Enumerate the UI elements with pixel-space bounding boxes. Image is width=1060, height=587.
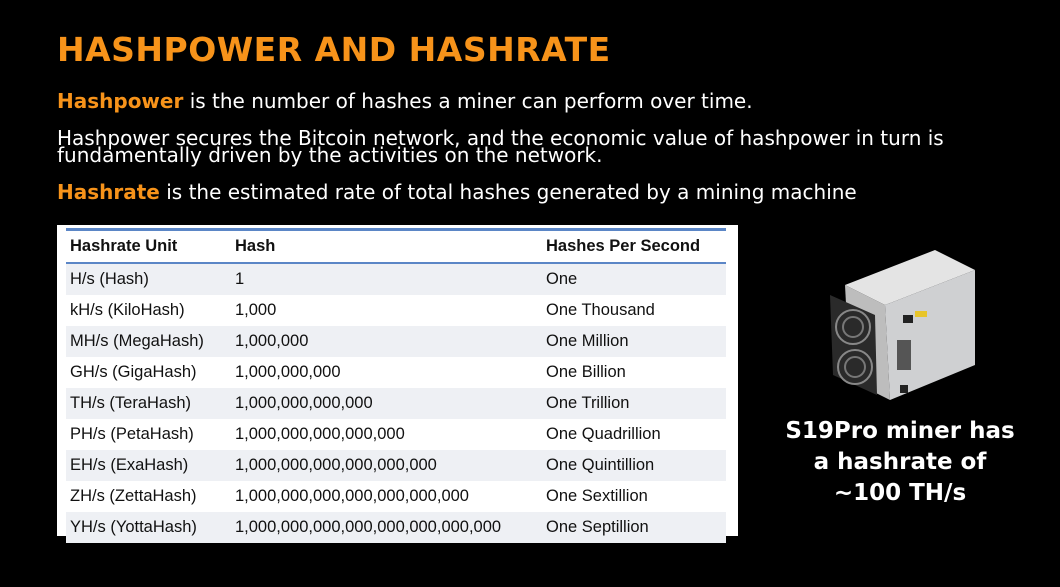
table-row (66, 419, 726, 450)
cell-hash: 1,000,000,000,000,000,000,000,000 (231, 512, 542, 543)
table-row (66, 481, 726, 512)
text-line: fundamentally driven by the activities on the network. (57, 143, 603, 167)
caption-line: S19Pro miner has (785, 418, 1015, 444)
table-row (66, 388, 726, 419)
cell-hash: 1,000,000,000,000,000,000,000 (235, 487, 469, 505)
cell-per-second: One Million (542, 326, 726, 357)
cell-unit: GH/s (GigaHash) (70, 363, 197, 381)
table-row (66, 295, 726, 326)
cell-hash: 1,000,000,000 (235, 363, 341, 381)
cell-per-second: One Billion (546, 363, 626, 381)
slide-title: HASHPOWER AND HASHRATE (57, 30, 611, 69)
cell-unit: ZH/s (ZettaHash) (70, 487, 197, 505)
cell-hash: 1,000,000,000,000,000,000 (231, 450, 542, 481)
cell-hash: 1 (231, 263, 542, 295)
header-hashrate-unit: Hashrate Unit (66, 230, 231, 264)
cell-unit: H/s (Hash) (66, 263, 231, 295)
hashpower-term: Hashpower (57, 89, 184, 113)
hashrate-definition (57, 180, 857, 204)
hashpower-network-text (57, 126, 944, 167)
cell-unit: kH/s (KiloHash) (70, 301, 185, 319)
table-row (66, 357, 726, 388)
hashrate-text: is the estimated rate of total hashes generated by a mining machine (159, 180, 857, 204)
cell-per-second: One Thousand (546, 301, 655, 319)
cell-unit: EH/s (ExaHash) (66, 450, 231, 481)
text-line: Hashpower secures the Bitcoin network, and the economic value of hashpower in turn is (57, 126, 944, 150)
table-header-row (66, 230, 726, 264)
cell-per-second: One Septillion (542, 512, 726, 543)
cell-hash: 1,000 (235, 301, 277, 319)
table-row (66, 450, 726, 481)
hashpower-text: is the number of hashes a miner can perform over time. (183, 89, 753, 113)
miner-caption (770, 416, 1030, 509)
cell-unit: PH/s (PetaHash) (70, 425, 194, 443)
caption-line: a hashrate of (813, 449, 987, 475)
hashrate-units-table (57, 225, 738, 536)
table-row (66, 512, 726, 543)
cell-per-second: One Quadrillion (546, 425, 661, 443)
cell-per-second: One Quintillion (542, 450, 726, 481)
table-row (66, 326, 726, 357)
s19pro-miner-image (815, 245, 985, 405)
cell-unit: YH/s (YottaHash) (66, 512, 231, 543)
header-hash: Hash (231, 230, 542, 264)
header-hashes-per-second: Hashes Per Second (542, 230, 726, 264)
table-row (66, 263, 726, 295)
hashrate-term: Hashrate (57, 180, 160, 204)
hashpower-definition (57, 89, 753, 113)
cell-unit: MH/s (MegaHash) (66, 326, 231, 357)
cell-hash: 1,000,000,000,000 (231, 388, 542, 419)
cell-unit: TH/s (TeraHash) (66, 388, 231, 419)
caption-line: ~100 TH/s (833, 480, 967, 506)
cell-hash: 1,000,000,000,000,000 (235, 425, 405, 443)
cell-hash: 1,000,000 (231, 326, 542, 357)
cell-per-second: One Sextillion (546, 487, 648, 505)
cell-per-second: One Trillion (542, 388, 726, 419)
cell-per-second: One (542, 263, 726, 295)
